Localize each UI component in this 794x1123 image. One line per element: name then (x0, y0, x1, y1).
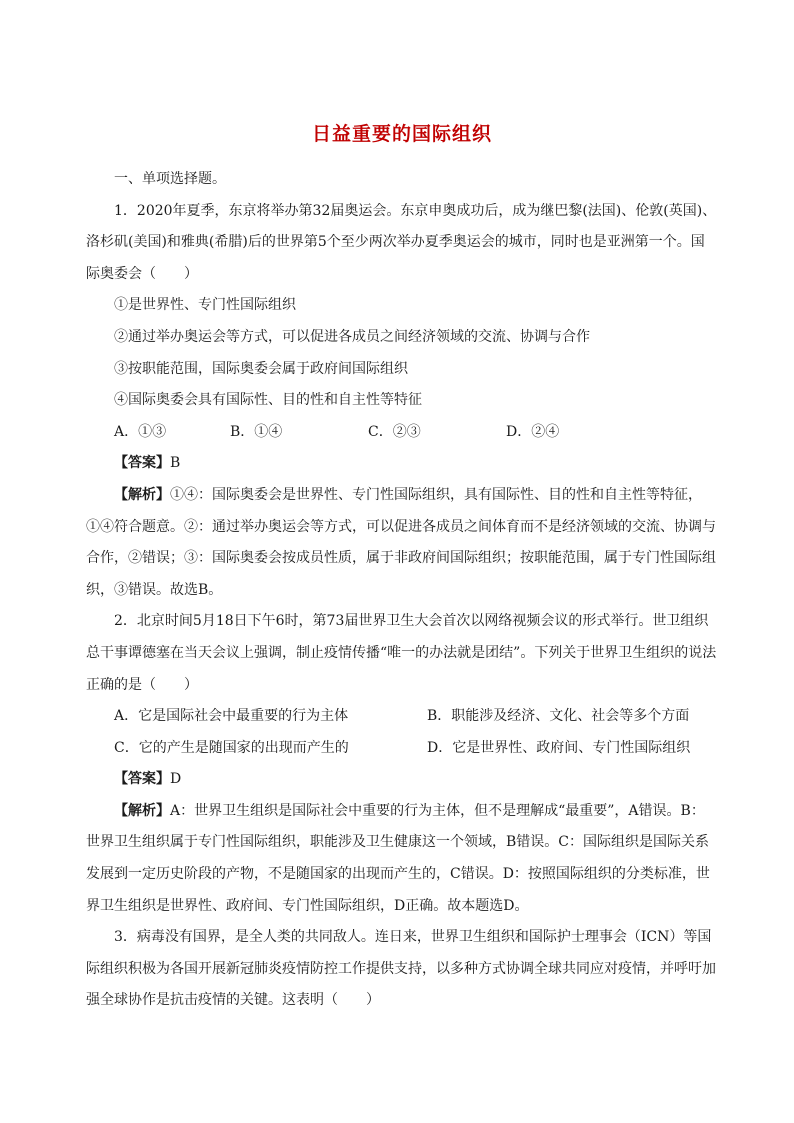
question-1-choice-a: A．①③ (114, 423, 167, 440)
question-1-choices (86, 417, 718, 449)
question-1-analysis (86, 480, 718, 606)
question-2-choice-a: A．它是国际社会中最重要的行为主体 (114, 708, 349, 725)
question-1-answer (86, 448, 718, 480)
question-2-analysis (86, 796, 718, 922)
question-1-choice-b: B．①④ (230, 423, 283, 440)
document-title: 日益重要的国际组织 (311, 123, 492, 145)
question-3-stem: 3．病毒没有国界，是全人类的共同敌人。连日来，世界卫生组织和国际护士理事会（ICN）等国际组织积极为各国开展新冠肺炎疫情防控工作提供支持，以多种方式协调全球共同应对疫情，并呼吁加强全球协作是抗击疫情的关键。这表明（ ） (86, 929, 716, 1009)
question-1-choice-d: D．②④ (506, 423, 560, 440)
question-1-item-4: ④国际奥委会具有国际性、目的性和自主性等特征 (114, 392, 422, 409)
question-1-item-3: ③按职能范围，国际奥委会属于政府间国际组织 (114, 360, 408, 377)
question-2-stem: 2．北京时间5月18日下午6时，第73届世界卫生大会首次以网络视频会议的形式举行。世卫组织总干事谭德塞在当天会议上强调，制止疫情传播“唯一的办法就是团结”。下列关于世界卫生组织的说法正确的是（ ） (86, 613, 717, 693)
section-heading: 一、单项选择题。 (114, 171, 226, 187)
question-2-choice-d: D．它是世界性、政府间、专门性国际组织 (427, 739, 691, 756)
answer-label: 【答案】 (114, 771, 170, 788)
question-1-choice-c: C．②③ (368, 423, 421, 440)
question-2-answer (86, 764, 718, 796)
question-2-choices-row-2 (86, 733, 718, 765)
answer-label: 【答案】 (114, 455, 170, 472)
answer-value: D (170, 771, 182, 788)
question-2-choices-row-1 (86, 701, 718, 733)
analysis-text: A：世界卫生组织是国际社会中重要的行为主体，但不是理解成“最重要”，A错误。B：世界卫生组织属于专门性国际组织，职能涉及卫生健康这一个领域，B错误。C：国际组织是国际关系发展到一定历史阶段的产物，不是随国家的出现而产生的，C错误。D：按照国际组织的分类标准，世界卫生组织是世界性、政府间、专门性国际组织，D正确。故本题选D。 (86, 802, 710, 914)
answer-value: B (170, 455, 181, 472)
analysis-text: ①④：国际奥委会是世界性、专门性国际组织，具有国际性、目的性和自主性等特征，①④符合题意。②：通过举办奥运会等方式，可以促进各成员之间体育而不是经济领域的交流、协调与合作，②错误；③：国际奥委会按成员性质，属于非政府间国际组织；按职能范围，属于专门性国际组织，③错误。故选B。 (86, 486, 716, 598)
question-1-item-2: ②通过举办奥运会等方式，可以促进各成员之间经济领域的交流、协调与合作 (114, 328, 590, 345)
question-1-item-1: ①是世界性、专门性国际组织 (114, 297, 296, 314)
analysis-label: 【解析】 (114, 486, 170, 503)
analysis-label: 【解析】 (114, 802, 170, 819)
question-1-stem: 1．2020年夏季，东京将举办第32届奥运会。东京申奥成功后，成为继巴黎(法国)、伦敦(英国)、洛杉矶(美国)和雅典(希腊)后的世界第5个至少两次举办夏季奥运会的城市，同时也是亚洲第一个。国际奥委会（ ） (86, 202, 717, 282)
question-2-choice-b: B．职能涉及经济、文化、社会等多个方面 (427, 708, 690, 725)
question-2-choice-c: C．它的产生是随国家的出现而产生的 (114, 739, 349, 756)
